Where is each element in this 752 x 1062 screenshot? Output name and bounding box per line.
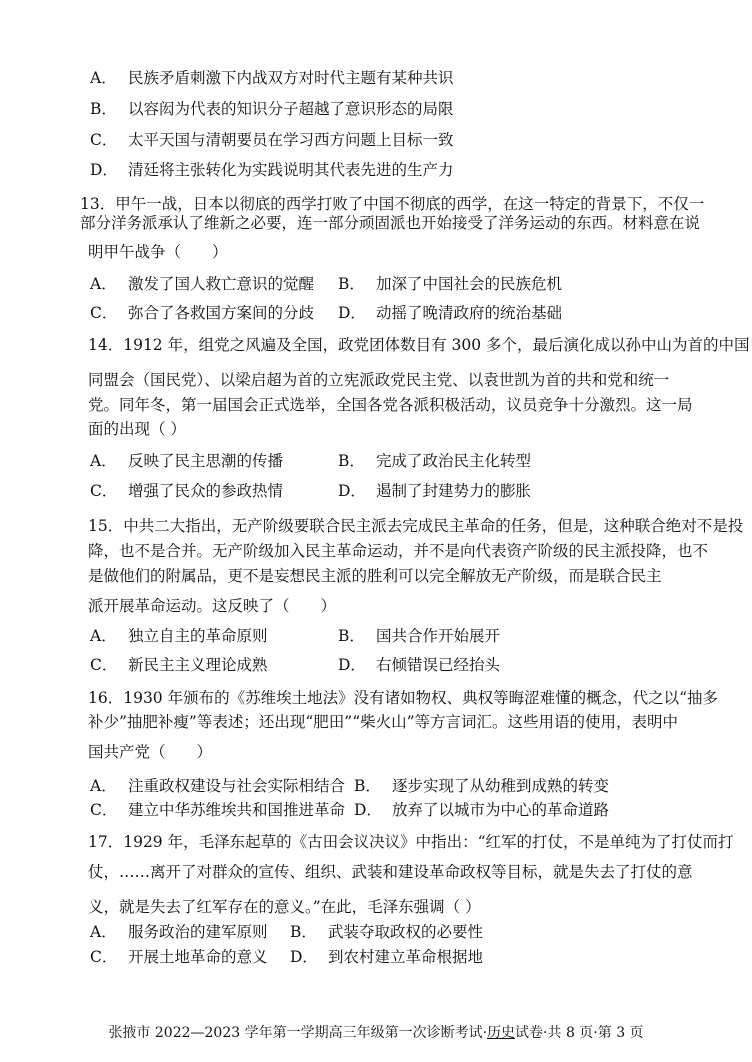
q14-option-c: C． 增强了民众的参政热情 — [90, 482, 284, 500]
q17-stem-line: 义，就是失去了红军存在的意义。”在此，毛泽东强调（ ） — [88, 898, 481, 916]
q14-stem-line: 党。同年冬，第一届国会正式选举，全国各党各派积极活动，议员竞争十分激烈。这一局 — [88, 396, 693, 414]
q12-option-c: C． 太平天国与清朝要员在学习西方问题上目标一致 — [90, 131, 454, 149]
q15-stem-line: 15．中共二大指出，无产阶级要联合民主派去完成民主革命的任务，但是，这种联合绝对不是投 — [88, 517, 744, 535]
q13-stem-line: 明甲午战争（ ） — [88, 243, 228, 261]
page-footer — [0, 1024, 752, 1042]
q15-stem-line: 是做他们的附属品，更不是妄想民主派的胜利可以完全解放无产阶级，而是联合民主 — [88, 567, 662, 585]
q17-option-c: C． 开展土地革命的意义 — [90, 948, 268, 966]
q17-option-b: B． 武装夺取政权的必要性 — [290, 923, 484, 941]
q17-stem-line: 仗，……离开了对群众的宣传、组织、武装和建设革命政权等目标，就是失去了打仗的意 — [88, 863, 693, 881]
q17-option-a: A． 服务政治的建军原则 — [90, 923, 268, 941]
q15-stem-line: 降，也不是合并。无产阶级加入民主革命运动，并不是向代表资产阶级的民主派投降，也不 — [88, 542, 709, 560]
q16-option-a: A． 注重政权建设与社会实际相结合 — [90, 777, 346, 795]
q17-option-d: D． 到农村建立革命根据地 — [290, 948, 484, 966]
q16-stem-line: 补少”抽肥补瘦”等表述；还出现“肥田”“柴火山”等方言词汇。这些用语的使用，表明中 — [88, 713, 679, 731]
q13-option-c: C． 弥合了各救国方案间的分歧 — [90, 304, 315, 322]
q15-option-a: A． 独立自主的革命原则 — [90, 627, 268, 645]
q15-option-c: C． 新民主主义理论成熟 — [90, 656, 268, 674]
q16-option-d: D． 放弃了以城市为中心的革命道路 — [354, 801, 610, 819]
footer-suffix: 试卷·共 8 页·第 3 页 — [515, 1025, 644, 1041]
q15-option-d: D． 右倾错误已经抬头 — [338, 656, 501, 674]
footer-prefix: 张掖市 2022—2023 学年第一学期高三年级第一次诊断考试· — [108, 1025, 488, 1041]
footer-subject: 历史 — [487, 1025, 516, 1041]
q15-option-b: B． 国共合作开始展开 — [338, 627, 501, 645]
q14-stem-line: 同盟会（国民党）、以梁启超为首的立宪派政党民主党、以袁世凯为首的共和党和统一 — [88, 371, 670, 389]
q13-stem-line: 13．甲午一战，日本以彻底的西学打败了中国不彻底的西学，在这一特定的背景下，不仅一 — [80, 195, 705, 213]
q14-option-a: A． 反映了民主思潮的传播 — [90, 452, 284, 470]
q16-stem-line: 国共产党（ ） — [88, 743, 213, 761]
q16-option-c: C． 建立中华苏维埃共和国推进革命 — [90, 801, 346, 819]
q12-option-a: A． 民族矛盾刺激下内战双方对时代主题有某种共识 — [90, 69, 454, 87]
q13-option-a: A． 激发了国人救亡意识的觉醒 — [90, 275, 315, 293]
q15-stem-line: 派开展革命运动。这反映了（ ） — [88, 597, 337, 615]
q13-option-b: B． 加深了中国社会的民族危机 — [338, 275, 563, 293]
q16-stem-line: 16．1930 年颁布的《苏维埃土地法》没有诸如物权、典权等晦涩难懂的概念，代之以“抽多 — [88, 689, 719, 707]
q13-stem-line: 部分洋务派承认了维新之必要，连一部分顽固派也开始接受了洋务运动的东西。材料意在说 — [80, 214, 701, 232]
q13-option-d: D． 动摇了晚清政府的统治基础 — [338, 304, 563, 322]
q14-stem-line: 14．1912 年，组党之风遍及全国，政党团体数目有 300 多个，最后演化成以孙中山为首的中国 — [88, 336, 750, 354]
q14-stem-line: 面的出现（ ） — [88, 420, 186, 438]
q14-option-d: D． 遏制了封建势力的膨胀 — [338, 482, 532, 500]
q14-option-b: B． 完成了政治民主化转型 — [338, 452, 532, 470]
q17-stem-line: 17．1929 年，毛泽东起草的《古田会议决议》中指出：“红军的打仗，不是单纯为了打仗而打 — [88, 833, 734, 851]
q16-option-b: B． 逐步实现了从幼稚到成熟的转变 — [354, 777, 610, 795]
q12-option-b: B． 以容闳为代表的知识分子超越了意识形态的局限 — [90, 100, 454, 118]
q12-option-d: D． 清廷将主张转化为实践说明其代表先进的生产力 — [90, 161, 454, 179]
